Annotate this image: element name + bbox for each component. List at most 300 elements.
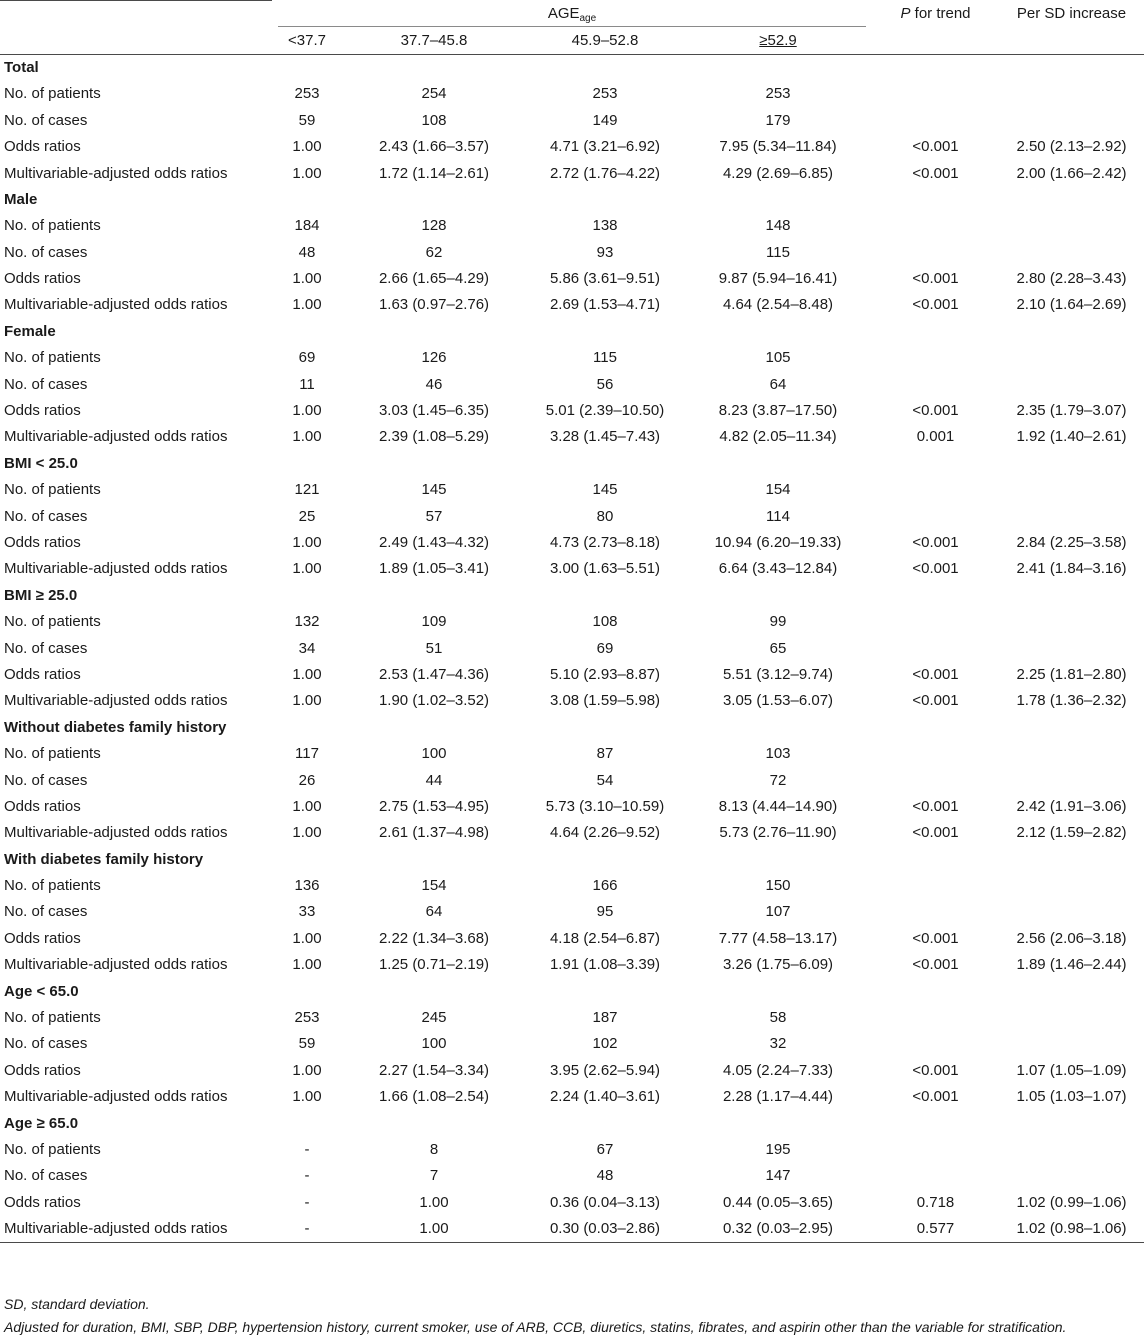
group-row — [0, 54, 1144, 81]
quartile-cell-4: 0.44 (0.05–3.65) — [722, 1193, 834, 1211]
p-trend-cell — [872, 873, 999, 899]
header-empty-cell — [0, 27, 272, 54]
table-row — [0, 741, 1144, 767]
quartile-cell-4: 58 — [769, 1009, 787, 1027]
per-sd-cell — [999, 108, 1144, 134]
row-label: No. of patients — [4, 613, 101, 631]
quartile-cell-2: 44 — [425, 771, 443, 789]
quartile-cell-1: 1.00 — [292, 1088, 322, 1106]
p-trend-cell — [872, 503, 999, 529]
table-row — [0, 609, 1144, 635]
quartile-cell-1: 1.00 — [292, 138, 322, 156]
quartile-cell-4: 7.77 (4.58–13.17) — [718, 929, 838, 947]
per-sd-cell: 1.89 (1.46–2.44) — [1016, 956, 1127, 974]
quartile-cell-1: 1.00 — [292, 824, 322, 842]
table-row — [0, 1216, 1144, 1243]
table-row — [0, 1005, 1144, 1031]
group-row — [0, 583, 1144, 609]
quartile-cell-3: 2.72 (1.76–4.22) — [549, 164, 661, 182]
table-row — [0, 81, 1144, 107]
quartile-cell-2: 1.00 — [342, 1216, 526, 1243]
quartile-cell-1: 1.00 — [292, 270, 322, 288]
quartile-cell-1: 1.00 — [292, 402, 322, 420]
quartile-cell-3: 1.91 (1.08–3.39) — [549, 956, 661, 974]
quartile-cell-3: 95 — [596, 903, 614, 921]
table-row — [0, 1163, 1144, 1189]
row-label: No. of patients — [4, 745, 101, 763]
row-label: Odds ratios — [4, 270, 81, 288]
table-row — [0, 1190, 1144, 1216]
row-label: No. of patients — [4, 217, 101, 235]
table-row — [0, 1137, 1144, 1163]
quartile-cell-3: 138 — [592, 217, 618, 235]
row-label: Multivariable-adjusted odds ratios — [4, 296, 228, 314]
quartile-cell-1: 1.00 — [292, 428, 322, 446]
quartile-cell-2: 1.25 (0.71–2.19) — [378, 956, 490, 974]
quartile-cell-1: 1.00 — [292, 296, 322, 314]
per-sd-cell: 2.41 (1.84–3.16) — [1016, 560, 1127, 578]
quartile-cell-3: 166 — [592, 877, 618, 895]
group-title: BMI < 25.0 — [4, 454, 78, 472]
quartile-cell-3: 253 — [592, 85, 618, 103]
quartile-cell-2: 1.89 (1.05–3.41) — [378, 560, 490, 578]
table-row — [0, 424, 1144, 450]
p-trend-cell — [872, 371, 999, 397]
row-label: Multivariable-adjusted odds ratios — [4, 560, 228, 578]
quartile-cell-2: 154 — [421, 877, 447, 895]
quartile-cell-4: 0.32 (0.03–2.95) — [684, 1216, 872, 1243]
p-trend-cell: <0.001 — [912, 560, 959, 578]
quartile-cell-3: 5.73 (3.10–10.59) — [545, 797, 665, 815]
p-trend-cell — [872, 609, 999, 635]
row-label: Odds ratios — [4, 1061, 81, 1079]
table-row — [0, 688, 1144, 714]
table-row — [0, 556, 1144, 582]
table-footnotes — [4, 1293, 1140, 1339]
quartile-cell-4: 107 — [765, 903, 791, 921]
p-trend-cell: <0.001 — [912, 692, 959, 710]
group-title: Female — [4, 322, 56, 340]
quartile-cell-4: 179 — [765, 111, 791, 129]
per-sd-cell: 2.10 (1.64–2.69) — [1016, 296, 1127, 314]
quartile-cell-3: 149 — [592, 111, 618, 129]
table-row — [0, 794, 1144, 820]
per-sd-cell — [999, 1163, 1144, 1189]
p-trend-cell — [872, 741, 999, 767]
header-row-1 — [0, 1, 1144, 28]
per-sd-cell: 2.25 (1.81–2.80) — [1016, 665, 1127, 683]
quartile-cell-2: 57 — [425, 507, 443, 525]
quartile-cell-1: 26 — [298, 771, 316, 789]
quartile-cell-4: 6.64 (3.43–12.84) — [718, 560, 838, 578]
p-trend-cell: <0.001 — [912, 956, 959, 974]
quartile-cell-4: 5.51 (3.12–9.74) — [722, 665, 834, 683]
age-group-label: AGE — [547, 4, 580, 22]
row-label: Multivariable-adjusted odds ratios — [4, 1088, 228, 1106]
group-row — [0, 187, 1144, 213]
row-label: No. of patients — [4, 877, 101, 895]
quartile-cell-2: 51 — [425, 639, 443, 657]
p-trend-cell: <0.001 — [912, 296, 959, 314]
per-sd-cell — [999, 609, 1144, 635]
p-trend-cell: 0.577 — [872, 1216, 999, 1243]
quartile-cell-2: 62 — [425, 243, 443, 261]
per-sd-cell: 2.84 (2.25–3.58) — [1016, 534, 1127, 551]
quartile-cell-2: 145 — [421, 481, 447, 499]
quartile-cell-4: 9.87 (5.94–16.41) — [718, 270, 838, 288]
p-trend-cell: <0.001 — [912, 138, 959, 156]
p-trend-italic: P — [900, 4, 911, 22]
quartile-cell-2: 2.53 (1.47–4.36) — [378, 665, 490, 683]
quartile-cell-4: 148 — [765, 217, 791, 235]
quartile-cell-2: 2.22 (1.34–3.68) — [378, 929, 490, 947]
quartile-cell-4: 65 — [769, 639, 787, 657]
row-label: Odds ratios — [4, 138, 81, 156]
per-sd-cell: 2.35 (1.79–3.07) — [1016, 402, 1127, 420]
row-label: Multivariable-adjusted odds ratios — [4, 824, 228, 842]
quartile-cell-4: 2.28 (1.17–4.44) — [722, 1088, 834, 1106]
p-trend-cell — [872, 1031, 999, 1057]
p-trend-cell: <0.001 — [912, 929, 959, 947]
quartile-cell-4: 4.05 (2.24–7.33) — [722, 1061, 834, 1079]
quartile-cell-2: 109 — [421, 613, 447, 631]
quartile-cell-3: 67 — [596, 1140, 614, 1158]
quartile-cell-1: 1.00 — [292, 1061, 322, 1079]
group-title: Without diabetes family history — [4, 718, 227, 736]
quartile-cell-1: 59 — [298, 1035, 316, 1053]
table-row — [0, 873, 1144, 899]
p-trend-cell: <0.001 — [912, 534, 959, 551]
row-label: Odds ratios — [4, 665, 81, 683]
table-row — [0, 952, 1144, 978]
quartile-cell-3: 87 — [596, 745, 614, 763]
group-title: Total — [4, 58, 39, 76]
row-label: No. of cases — [4, 375, 88, 393]
quartile-cell-1: 1.00 — [292, 956, 322, 974]
p-trend-cell: 0.718 — [916, 1193, 955, 1211]
row-label: No. of patients — [4, 85, 101, 103]
quartile-cell-2: 1.66 (1.08–2.54) — [378, 1088, 490, 1106]
table-row — [0, 635, 1144, 661]
quartile-cell-3: 4.18 (2.54–6.87) — [549, 929, 661, 947]
quartile-cell-2: 100 — [421, 745, 447, 763]
quartile-cell-2: 100 — [421, 1035, 447, 1053]
quartile-cell-2: 7 — [429, 1167, 439, 1185]
group-row — [0, 715, 1144, 741]
quartile-cell-4: 72 — [769, 771, 787, 789]
row-label: Multivariable-adjusted odds ratios — [4, 428, 228, 446]
table-row — [0, 240, 1144, 266]
quartile-cell-1: 253 — [294, 85, 320, 103]
group-title: With diabetes family history — [4, 850, 204, 868]
per-sd-cell: 1.78 (1.36–2.32) — [1016, 692, 1127, 710]
table-row — [0, 345, 1144, 371]
per-sd-cell: 2.00 (1.66–2.42) — [1016, 164, 1127, 182]
p-trend-cell: <0.001 — [912, 797, 959, 815]
table-row — [0, 134, 1144, 160]
header-row-2 — [0, 27, 1144, 54]
quartile-cell-1: 117 — [295, 745, 319, 763]
p-trend-cell — [872, 1163, 999, 1189]
quartile-cell-4: 3.05 (1.53–6.07) — [722, 692, 834, 710]
per-sd-cell — [999, 477, 1144, 503]
quartile-cell-2: 2.66 (1.65–4.29) — [378, 270, 490, 288]
per-sd-cell: 1.07 (1.05–1.09) — [1016, 1061, 1127, 1079]
row-label: Odds ratios — [4, 929, 81, 947]
p-trend-header — [872, 1, 999, 28]
quartile-cell-2: 1.90 (1.02–3.52) — [378, 692, 490, 710]
quartile-cell-1: 25 — [298, 507, 316, 525]
table-row — [0, 292, 1144, 318]
quartile-cell-2: 108 — [421, 111, 447, 129]
quartile-cell-1: 1.00 — [292, 560, 322, 578]
quartile-cell-1: 253 — [294, 1009, 320, 1027]
quartile-cell-1: 11 — [299, 375, 315, 393]
p-trend-cell: <0.001 — [912, 164, 959, 182]
per-sd-cell — [999, 899, 1144, 925]
row-label: No. of cases — [4, 903, 88, 921]
per-sd-cell: 1.02 (0.99–1.06) — [1016, 1193, 1127, 1211]
quartile-cell-2: 254 — [421, 85, 447, 103]
quartile-cell-3: 187 — [592, 1009, 618, 1027]
quartile-cell-2: 2.61 (1.37–4.98) — [378, 824, 490, 842]
row-label: No. of cases — [4, 771, 88, 789]
quartile-cell-3: 5.10 (2.93–8.87) — [549, 665, 661, 683]
p-trend-cell — [872, 1137, 999, 1163]
header-empty-cell — [872, 27, 999, 54]
per-sd-cell: 2.80 (2.28–3.43) — [1016, 270, 1127, 288]
quartile-cell-2: 1.72 (1.14–2.61) — [378, 164, 490, 182]
per-sd-cell — [999, 371, 1144, 397]
quartile-cell-1: 121 — [294, 481, 320, 499]
quartile-cell-3: 102 — [592, 1035, 618, 1053]
table-header — [0, 1, 1144, 55]
p-trend-cell — [872, 240, 999, 266]
quartile-cell-3: 2.24 (1.40–3.61) — [549, 1088, 661, 1106]
p-trend-cell: <0.001 — [912, 270, 959, 288]
table-row — [0, 213, 1144, 239]
per-sd-cell — [999, 240, 1144, 266]
quartile-cell-1: 1.00 — [292, 665, 322, 683]
quartile-cell-3: 5.01 (2.39–10.50) — [545, 402, 665, 420]
p-trend-cell — [872, 1005, 999, 1031]
quartile-cell-3: 145 — [592, 481, 618, 499]
quartile-cell-4: 103 — [765, 745, 791, 763]
quartile-cell-3: 0.36 (0.04–3.13) — [549, 1193, 661, 1211]
quartile-cell-3: 69 — [596, 639, 614, 657]
group-title: BMI ≥ 25.0 — [4, 586, 78, 604]
quartile-header-1: <37.7 — [272, 27, 342, 54]
row-label: Multivariable-adjusted odds ratios — [4, 692, 228, 710]
quartile-cell-1: - — [272, 1216, 342, 1243]
p-trend-cell — [872, 213, 999, 239]
row-label: No. of patients — [4, 481, 101, 499]
per-sd-cell: 1.05 (1.03–1.07) — [1016, 1088, 1127, 1106]
table-row — [0, 371, 1144, 397]
quartile-header-2: 37.7–45.8 — [342, 27, 526, 54]
quartile-cell-4: 195 — [765, 1140, 791, 1158]
p-trend-cell: <0.001 — [912, 1061, 959, 1079]
quartile-cell-4: 8.23 (3.87–17.50) — [718, 402, 838, 420]
footnote-adjusted: Adjusted for duration, BMI, SBP, DBP, hypertension history, current smoker, use of ARB, CCB, diuretics, statins, fibrates, and aspirin other than the variable for stratification. — [4, 1319, 1067, 1335]
group-title: Age ≥ 65.0 — [4, 1114, 79, 1132]
table-row — [0, 1058, 1144, 1084]
row-label: No. of patients — [4, 1009, 101, 1027]
p-trend-cell: 0.001 — [916, 428, 955, 446]
quartile-cell-3: 48 — [596, 1167, 614, 1185]
row-label: Multivariable-adjusted odds ratios — [0, 1216, 272, 1243]
quartile-cell-1: 59 — [298, 111, 316, 129]
per-sd-cell — [999, 767, 1144, 793]
quartile-cell-3: 2.69 (1.53–4.71) — [549, 296, 661, 314]
per-sd-cell — [999, 213, 1144, 239]
p-trend-cell — [872, 635, 999, 661]
per-sd-cell — [999, 81, 1144, 107]
table-row — [0, 926, 1144, 952]
table-row — [0, 398, 1144, 424]
age-group-underline — [278, 26, 866, 27]
table-row — [0, 1031, 1144, 1057]
quartile-cell-3: 5.86 (3.61–9.51) — [549, 270, 661, 288]
table-row — [0, 160, 1144, 186]
row-label: Odds ratios — [4, 797, 81, 815]
row-label: No. of cases — [4, 111, 88, 129]
quartile-cell-4: 4.29 (2.69–6.85) — [722, 164, 834, 182]
quartile-cell-1: 34 — [298, 639, 316, 657]
quartile-cell-1: 1.00 — [292, 692, 322, 710]
quartile-cell-4: 115 — [766, 243, 790, 261]
quartile-cell-2: 2.27 (1.54–3.34) — [378, 1061, 490, 1079]
quartile-cell-4: 4.64 (2.54–8.48) — [722, 296, 834, 314]
footnote-sd: SD, standard deviation. — [4, 1296, 150, 1312]
group-title: Age < 65.0 — [4, 982, 79, 1000]
row-label: No. of patients — [4, 1140, 101, 1158]
header-empty-cell — [999, 27, 1144, 54]
table-row — [0, 820, 1144, 846]
quartile-cell-4: 150 — [765, 877, 791, 895]
table-row — [0, 767, 1144, 793]
quartile-header-4 — [684, 27, 872, 54]
per-sd-cell — [999, 741, 1144, 767]
row-label: No. of cases — [4, 1167, 88, 1185]
per-sd-header: Per SD increase — [1016, 4, 1127, 22]
quartile-cell-1: 69 — [298, 349, 316, 367]
quartile-cell-1: 1.00 — [292, 797, 322, 815]
table-row — [0, 108, 1144, 134]
p-trend-cell — [872, 899, 999, 925]
quartile-cell-4: 5.73 (2.76–11.90) — [719, 824, 837, 842]
table-row — [0, 662, 1144, 688]
quartile-cell-2: 245 — [421, 1009, 447, 1027]
quartile-cell-1: - — [304, 1167, 310, 1185]
quartile-cell-3: 4.71 (3.21–6.92) — [549, 138, 661, 156]
row-label: Multivariable-adjusted odds ratios — [4, 164, 228, 182]
p-trend-cell: <0.001 — [912, 665, 959, 683]
per-sd-cell — [999, 873, 1144, 899]
quartile-cell-3: 115 — [593, 349, 617, 367]
quartile-cell-1: 1.00 — [292, 534, 322, 551]
table-row — [0, 503, 1144, 529]
row-label: Multivariable-adjusted odds ratios — [4, 956, 228, 974]
header-empty-cell — [0, 1, 272, 28]
quartile-cell-1: 48 — [298, 243, 316, 261]
quartile-cell-1: 184 — [294, 217, 320, 235]
quartile-cell-1: 33 — [298, 903, 316, 921]
per-sd-cell: 2.50 (2.13–2.92) — [1016, 138, 1127, 156]
quartile-cell-4: 114 — [766, 507, 790, 525]
quartile-cell-2: 2.39 (1.08–5.29) — [378, 428, 490, 446]
quartile-cell-3: 80 — [596, 507, 614, 525]
quartile-cell-3: 3.28 (1.45–7.43) — [549, 428, 661, 446]
quartile-cell-2: 128 — [421, 217, 447, 235]
p-trend-cell — [872, 345, 999, 371]
quartile-cell-3: 108 — [592, 613, 618, 631]
row-label: No. of cases — [4, 639, 88, 657]
table-row — [0, 1084, 1144, 1110]
table-row — [0, 899, 1144, 925]
quartile-cell-2: 8 — [429, 1140, 439, 1158]
quartile-cell-3: 3.95 (2.62–5.94) — [549, 1061, 661, 1079]
per-sd-cell — [999, 1005, 1144, 1031]
quartile-cell-4: 154 — [765, 481, 791, 499]
row-label: No. of cases — [4, 243, 88, 261]
group-title: Male — [4, 190, 38, 208]
quartile-cell-2: 2.49 (1.43–4.32) — [378, 534, 490, 551]
per-sd-cell: 1.92 (1.40–2.61) — [1016, 428, 1127, 446]
table-row — [0, 266, 1144, 292]
quartile-cell-3: 3.00 (1.63–5.51) — [549, 560, 661, 578]
row-label: No. of cases — [4, 1035, 88, 1053]
quartile-cell-4: 3.26 (1.75–6.09) — [722, 956, 834, 974]
p-trend-cell: <0.001 — [912, 402, 959, 420]
per-sd-cell — [999, 503, 1144, 529]
p-trend-rest: for trend — [910, 4, 971, 22]
per-sd-cell: 2.12 (1.59–2.82) — [1016, 824, 1127, 842]
quartile-cell-2: 3.03 (1.45–6.35) — [378, 402, 490, 420]
table-body — [0, 54, 1144, 1243]
quartile-header-4-text: ≥52.9 — [759, 31, 797, 49]
quartile-cell-4: 7.95 (5.34–11.84) — [719, 138, 837, 156]
quartile-cell-1: 1.00 — [292, 929, 322, 947]
per-sd-cell — [999, 1031, 1144, 1057]
group-row — [0, 451, 1144, 477]
quartile-cell-1: 1.00 — [292, 164, 322, 182]
quartile-cell-3: 56 — [596, 375, 614, 393]
p-trend-cell: <0.001 — [912, 824, 959, 842]
row-label: No. of patients — [4, 349, 101, 367]
quartile-cell-4: 147 — [765, 1167, 791, 1185]
p-trend-cell — [872, 477, 999, 503]
per-sd-cell: 2.56 (2.06–3.18) — [1016, 929, 1127, 947]
quartile-cell-2: 2.75 (1.53–4.95) — [378, 797, 490, 815]
quartile-cell-3: 4.73 (2.73–8.18) — [549, 534, 661, 551]
group-row — [0, 978, 1144, 1004]
quartile-cell-2: 1.00 — [419, 1193, 449, 1211]
age-group-header — [272, 1, 872, 28]
quartile-cell-3: 4.64 (2.26–9.52) — [549, 824, 661, 842]
row-label: Odds ratios — [4, 1193, 81, 1211]
quartile-cell-2: 2.43 (1.66–3.57) — [378, 138, 490, 156]
per-sd-cell: 1.02 (0.98–1.06) — [999, 1216, 1144, 1243]
row-label: Odds ratios — [4, 534, 81, 551]
table-row — [0, 530, 1144, 556]
quartile-cell-2: 1.63 (0.97–2.76) — [378, 296, 490, 314]
quartile-cell-3: 54 — [596, 771, 614, 789]
per-sd-cell: 2.42 (1.91–3.06) — [1016, 797, 1127, 815]
quartile-header-3: 45.9–52.8 — [526, 27, 684, 54]
quartile-cell-1: 136 — [294, 877, 320, 895]
per-sd-cell — [999, 635, 1144, 661]
